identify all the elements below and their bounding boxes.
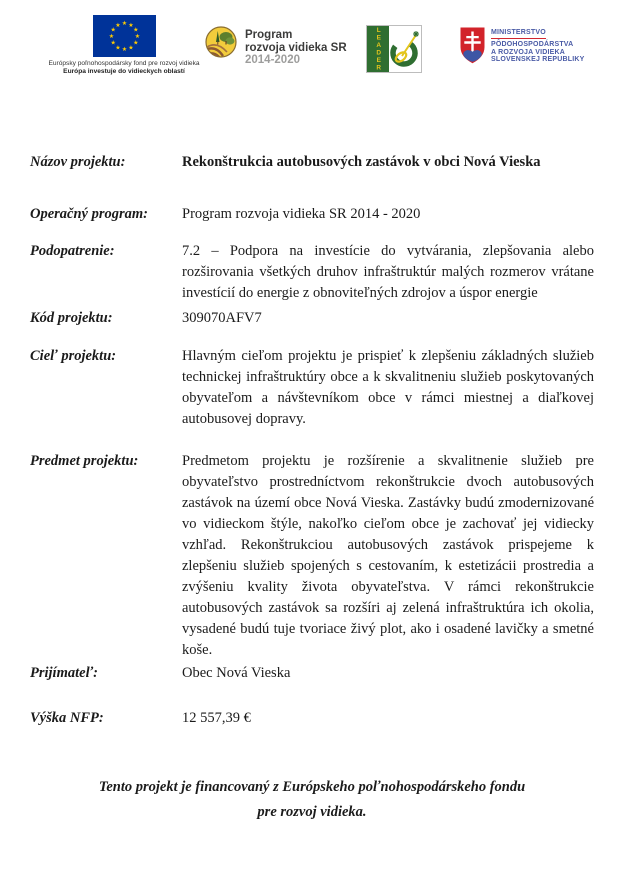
svg-text:★: ★ bbox=[108, 33, 114, 41]
svg-text:★: ★ bbox=[132, 39, 138, 47]
field-value: Rekonštrukcia autobusových zastávok v obci Nová Vieska bbox=[182, 154, 541, 170]
field-label: Výška NFP: bbox=[30, 710, 104, 726]
field-row-nazov-projektu bbox=[30, 152, 594, 173]
field-row-podopatrenie bbox=[30, 241, 594, 304]
svg-text:★: ★ bbox=[114, 44, 121, 52]
prv-line3: 2014-2020 bbox=[245, 54, 300, 66]
field-row-operacny-program bbox=[30, 204, 594, 225]
field-value: 309070AFV7 bbox=[182, 310, 262, 326]
field-value: 7.2 – Podpora na investície do vytvárania, zlepšovania alebo rozširovania všetkých druhov infraštruktúr malých rozmerov vrátane investícií do energie z obnoviteľných zdrojov a úspor energie bbox=[182, 243, 594, 301]
field-label: Cieľ projektu: bbox=[30, 348, 117, 364]
svg-text:★: ★ bbox=[134, 33, 140, 41]
field-label: Operačný program: bbox=[30, 206, 149, 222]
field-row-prijimatel bbox=[30, 663, 594, 684]
svg-text:★: ★ bbox=[121, 46, 127, 54]
field-row-vyska-nfp bbox=[30, 708, 594, 729]
svg-text:★: ★ bbox=[110, 39, 116, 47]
funding-statement-line2: pre rozvoj vidieka. bbox=[257, 804, 367, 820]
field-value: Obec Nová Vieska bbox=[182, 665, 291, 681]
svg-text:★: ★ bbox=[121, 20, 127, 28]
svg-text:★: ★ bbox=[127, 21, 134, 29]
field-label: Kód projektu: bbox=[30, 310, 113, 326]
field-value: 12 557,39 € bbox=[182, 710, 251, 726]
funding-statement bbox=[30, 775, 594, 825]
prv-line2: rozvoja vidieka SR bbox=[245, 41, 347, 54]
svg-text:★: ★ bbox=[110, 26, 116, 34]
ministry-line1: MINISTERSTVO bbox=[491, 29, 546, 39]
svg-text:★: ★ bbox=[132, 26, 138, 34]
svg-text:★: ★ bbox=[127, 44, 134, 52]
eu-caption-line1: Európsky poľnohospodársky fond pre rozvoj vidieka bbox=[48, 60, 200, 67]
ministry-line4: SLOVENSKEJ REPUBLIKY bbox=[491, 56, 585, 64]
field-value: Program rozvoja vidieka SR 2014 - 2020 bbox=[182, 206, 421, 222]
field-value: Hlavným cieľom projektu je prispieť k zlepšeniu základných služieb technickej infraštruktúry obce a k skvalitneniu služieb poskytovaných obyvateľom a návštevníkom obce v rámci miestnej a diaľkovej autobusovej dopravy. bbox=[182, 348, 594, 427]
field-label: Prijímateľ: bbox=[30, 665, 98, 681]
ministry-line2: PÔDOHOSPODÁRSTVA bbox=[491, 40, 574, 48]
field-label: Predmet projektu: bbox=[30, 453, 139, 469]
funding-statement-line1: Tento projekt je financovaný z Európskeho poľnohospodárskeho fondu bbox=[98, 779, 526, 795]
field-row-ciel-projektu bbox=[30, 346, 594, 430]
field-row-kod-projektu bbox=[30, 308, 594, 329]
prv-line1: Program bbox=[245, 29, 293, 41]
field-label: Podopatrenie: bbox=[30, 243, 115, 259]
field-label: Názov projektu: bbox=[30, 154, 126, 170]
eu-caption-line2: Európa investuje do vidieckych oblastí bbox=[63, 68, 185, 75]
leader-label: LEADER bbox=[375, 26, 383, 72]
field-row-predmet-projektu bbox=[30, 451, 594, 661]
svg-text:★: ★ bbox=[114, 21, 121, 29]
ministry-line3: A ROZVOJA VIDIEKA bbox=[491, 48, 566, 56]
field-value: Predmetom projektu je rozšírenie a skvalitnenie služieb pre obyvateľstvo prostredníctvom rekonštrukcie dvoch autobusových zastávok na území obce Nová Vieska. Zastávky budú zmodernizované vo vidieckom štýle, nakoľko cieľom obce je zachovať jej vidiecky vzhľad. Rekonštrukciou autobusových zastávok prispejeme k zlepšeniu služieb spojených s cestovaním, k estetizácii prostredia a zvýšeniu kvality života obyvateľstva. V rámci rekonštrukcie autobusových zastávok sa rozšíri aj zelená infraštruktúra ich okolia, vysadené budú tuje tvoriace živý plot, ako i osadené lavičky a smetné koše. bbox=[182, 453, 594, 658]
